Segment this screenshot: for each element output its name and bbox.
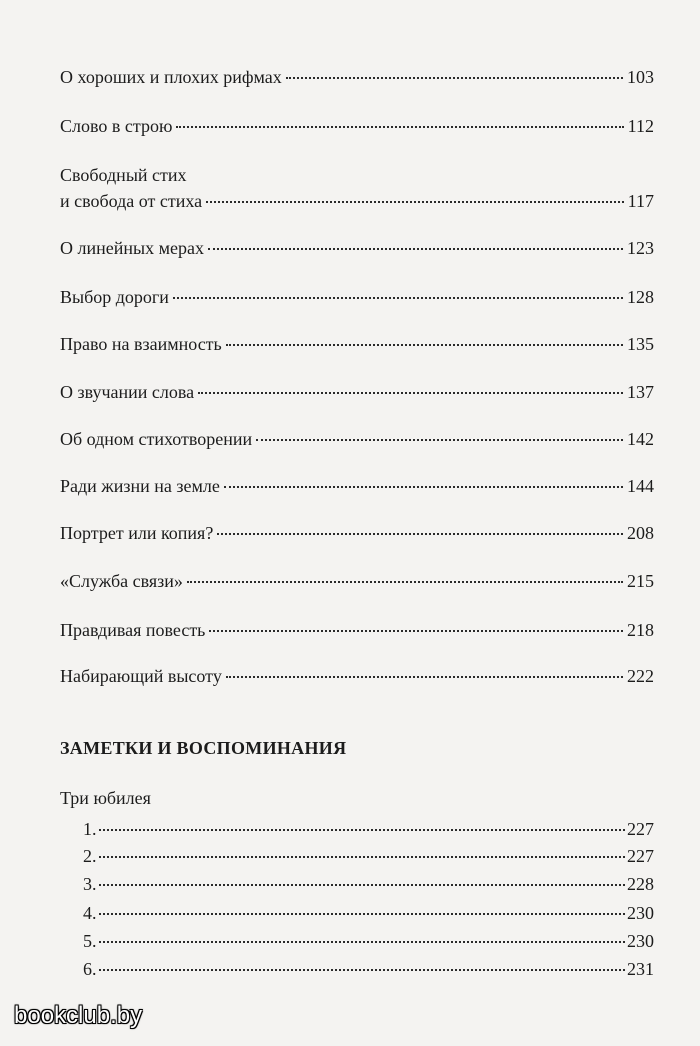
sub-entry-label: 5. <box>83 931 97 951</box>
sub-entry-label: 6. <box>83 959 97 979</box>
toc-entry[interactable] <box>60 66 654 88</box>
dot-leader <box>99 913 626 915</box>
toc-entry-title: Портрет или копия? <box>60 523 214 543</box>
dot-leader <box>187 581 623 583</box>
sub-entry-label: 2. <box>83 846 97 866</box>
toc-entry[interactable] <box>60 475 654 497</box>
toc-entry-page: 142 <box>627 429 654 449</box>
sub-entry[interactable] <box>83 902 654 924</box>
toc-entry[interactable] <box>60 428 654 450</box>
toc-entry[interactable] <box>60 381 654 403</box>
toc-entry-page: 137 <box>627 382 654 402</box>
sub-entry[interactable] <box>83 958 654 980</box>
dot-leader <box>99 969 626 971</box>
dot-leader <box>226 676 623 678</box>
watermark: bookclub.by <box>14 1002 143 1029</box>
dot-leader <box>99 856 626 858</box>
sub-entry[interactable] <box>83 930 654 952</box>
dot-leader <box>99 941 626 943</box>
sub-entry[interactable] <box>83 845 654 867</box>
sub-entry-label: 3. <box>83 874 97 894</box>
toc-entry-title-line1: Свободный стих <box>60 165 187 185</box>
sub-entry-label: 4. <box>83 903 97 923</box>
toc-entry[interactable] <box>60 164 654 212</box>
sub-entry[interactable] <box>83 873 654 895</box>
toc-entry-page: 117 <box>627 191 654 211</box>
toc-entry-page: 144 <box>627 476 654 496</box>
toc-entry[interactable] <box>60 665 654 687</box>
sub-entry-page: 230 <box>627 931 654 951</box>
sub-entry-page: 227 <box>627 846 654 866</box>
toc-entry-title: Правдивая повесть <box>60 620 206 640</box>
toc-entry-title: Ради жизни на земле <box>60 476 220 496</box>
toc-entry-title: Об одном стихотворении <box>60 429 253 449</box>
toc-entry-title-line2: и свобода от стиха <box>60 191 203 211</box>
toc-entry-title: О хороших и плохих рифмах <box>60 67 282 87</box>
sub-entry-page: 228 <box>627 874 654 894</box>
section-heading: ЗАМЕТКИ И ВОСПОМИНАНИЯ <box>60 738 347 758</box>
toc-entry-page: 128 <box>627 287 654 307</box>
toc-entry[interactable] <box>60 333 654 355</box>
sub-entry-page: 231 <box>627 959 654 979</box>
toc-entry-page: 103 <box>627 67 654 87</box>
sub-entry-page: 227 <box>627 819 654 839</box>
toc-entry-title: Право на взаимность <box>60 334 222 354</box>
toc-entry[interactable] <box>60 619 654 641</box>
toc-entry-page: 123 <box>627 238 654 258</box>
dot-leader <box>226 344 623 346</box>
toc-entry-page: 215 <box>627 571 654 591</box>
toc-entry-title: О линейных мерах <box>60 238 204 258</box>
subsection-title[interactable]: Три юбилея <box>60 788 151 808</box>
dot-leader <box>198 392 623 394</box>
dot-leader <box>99 884 626 886</box>
dot-leader <box>217 533 623 535</box>
toc-entry-title: Выбор дороги <box>60 287 169 307</box>
dot-leader <box>256 439 623 441</box>
toc-entry-page: 222 <box>627 666 654 686</box>
dot-leader <box>206 201 624 203</box>
dot-leader <box>99 829 626 831</box>
toc-entry[interactable] <box>60 237 654 259</box>
toc-entry[interactable] <box>60 522 654 544</box>
dot-leader <box>209 630 623 632</box>
dot-leader <box>176 126 623 128</box>
toc-entry-page: 135 <box>627 334 654 354</box>
toc-entry[interactable] <box>60 570 654 592</box>
toc-entry-page: 218 <box>627 620 654 640</box>
sub-entry[interactable] <box>83 818 654 840</box>
toc-entry-title: Слово в строю <box>60 116 173 136</box>
dot-leader <box>286 77 623 79</box>
toc-entry-page: 112 <box>627 116 654 136</box>
dot-leader <box>208 248 623 250</box>
dot-leader <box>173 297 623 299</box>
sub-entry-label: 1. <box>83 819 97 839</box>
toc-entry-title: «Служба связи» <box>60 571 183 591</box>
toc-entry[interactable] <box>60 115 654 137</box>
toc-entry[interactable] <box>60 286 654 308</box>
dot-leader <box>224 486 623 488</box>
toc-entry-page: 208 <box>627 523 654 543</box>
toc-entry-title: Набирающий высоту <box>60 666 222 686</box>
sub-entry-page: 230 <box>627 903 654 923</box>
toc-entry-title: О звучании слова <box>60 382 195 402</box>
